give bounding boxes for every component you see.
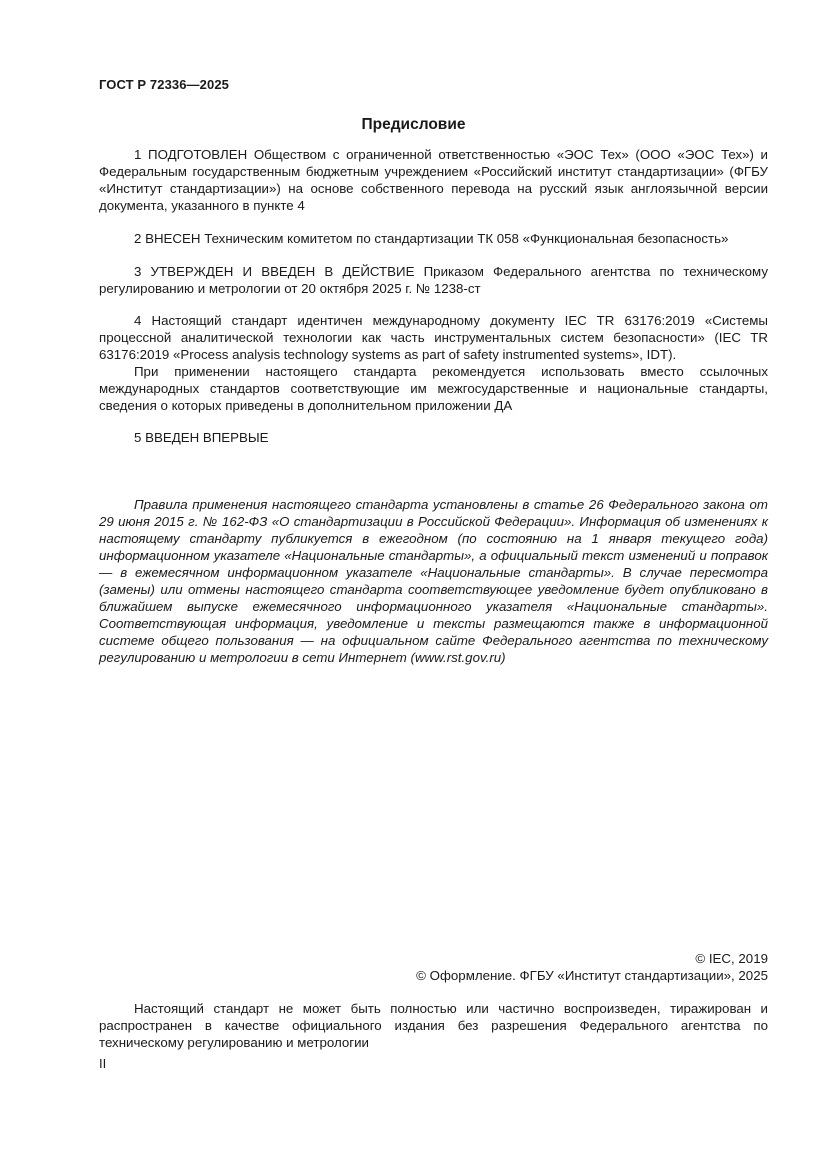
foreword-item-3-text: 3 УТВЕРЖДЕН И ВВЕДЕН В ДЕЙСТВИЕ Приказом Федерального агентства по техническому регулированию и метрологии от 20 октября 2025 г. № 1238-ст bbox=[99, 264, 768, 296]
reproduction-notice bbox=[99, 1000, 768, 1051]
foreword-item-1-text: 1 ПОДГОТОВЛЕН Обществом с ограниченной ответственностью «ЭОС Тех» (ООО «ЭОС Тех») и Федеральным государственным бюджетным учреждением «Российский институт стандартизации» (ФГБУ «Институт стандартизации») на основе собственного перевода на русский язык англоязычной версии документа, указанного в пункте 4 bbox=[99, 147, 768, 213]
rules-notice bbox=[99, 496, 768, 666]
foreword-item-2-text: 2 ВНЕСЕН Техническим комитетом по стандартизации ТК 058 «Функциональная безопасность» bbox=[134, 231, 729, 246]
reproduction-notice-text: Настоящий стандарт не может быть полностью или частично воспроизведен, тиражирован и распространен в качестве официального издания без разрешения Федерального агентства по техническому регулированию и метрологии bbox=[99, 1001, 768, 1050]
copyright-iec: © IEC, 2019 bbox=[695, 951, 768, 966]
document-code: ГОСТ Р 72336—2025 bbox=[99, 77, 229, 92]
foreword-item-2 bbox=[99, 230, 768, 247]
foreword-item-4-text: 4 Настоящий стандарт идентичен международному документу IEC TR 63176:2019 «Системы процессной аналитической технологии как часть инструментальных систем безопасности» (IEC TR 63176:2019 «Process analysis technology systems as part of safety instrumented systems», IDT). bbox=[99, 313, 768, 362]
foreword-item-5-text: 5 ВВЕДЕН ВПЕРВЫЕ bbox=[134, 430, 269, 445]
foreword-item-1 bbox=[99, 146, 768, 214]
page-title: Предисловие bbox=[361, 116, 466, 133]
foreword-item-4 bbox=[99, 312, 768, 414]
foreword-item-4-note: При применении настоящего стандарта рекомендуется использовать вместо ссылочных международных стандартов соответствующие им межгосударственные и национальные стандарты, сведения о которых приведены в дополнительном приложении ДА bbox=[99, 364, 768, 413]
foreword-item-5 bbox=[99, 429, 768, 446]
foreword-item-3 bbox=[99, 263, 768, 297]
copyright-design: © Оформление. ФГБУ «Институт стандартизации», 2025 bbox=[416, 968, 768, 983]
page-number: II bbox=[99, 1056, 107, 1071]
rules-notice-text: Правила применения настоящего стандарта установлены в статье 26 Федерального закона от 29 июня 2015 г. № 162-ФЗ «О стандартизации в Российской Федерации». Информация об изменениях к настоящему стандарту публикуется в ежегодном (по состоянию на 1 января текущего года) информационном указателе «Национальные стандарты», а официальный текст изменений и поправок — в ежемесячном информационном указателе «Национальные стандарты». В случае пересмотра (замены) или отмены настоящего стандарта соответствующее уведомление будет опубликовано в ближайшем выпуске ежемесячного информационного указателя «Национальные стандарты». Соответствующая информация, уведомление и тексты размещаются также в информационной системе общего пользования — на официальном сайте Федерального агентства по техническому регулированию и метрологии в сети Интернет (www.rst.gov.ru) bbox=[99, 497, 768, 665]
